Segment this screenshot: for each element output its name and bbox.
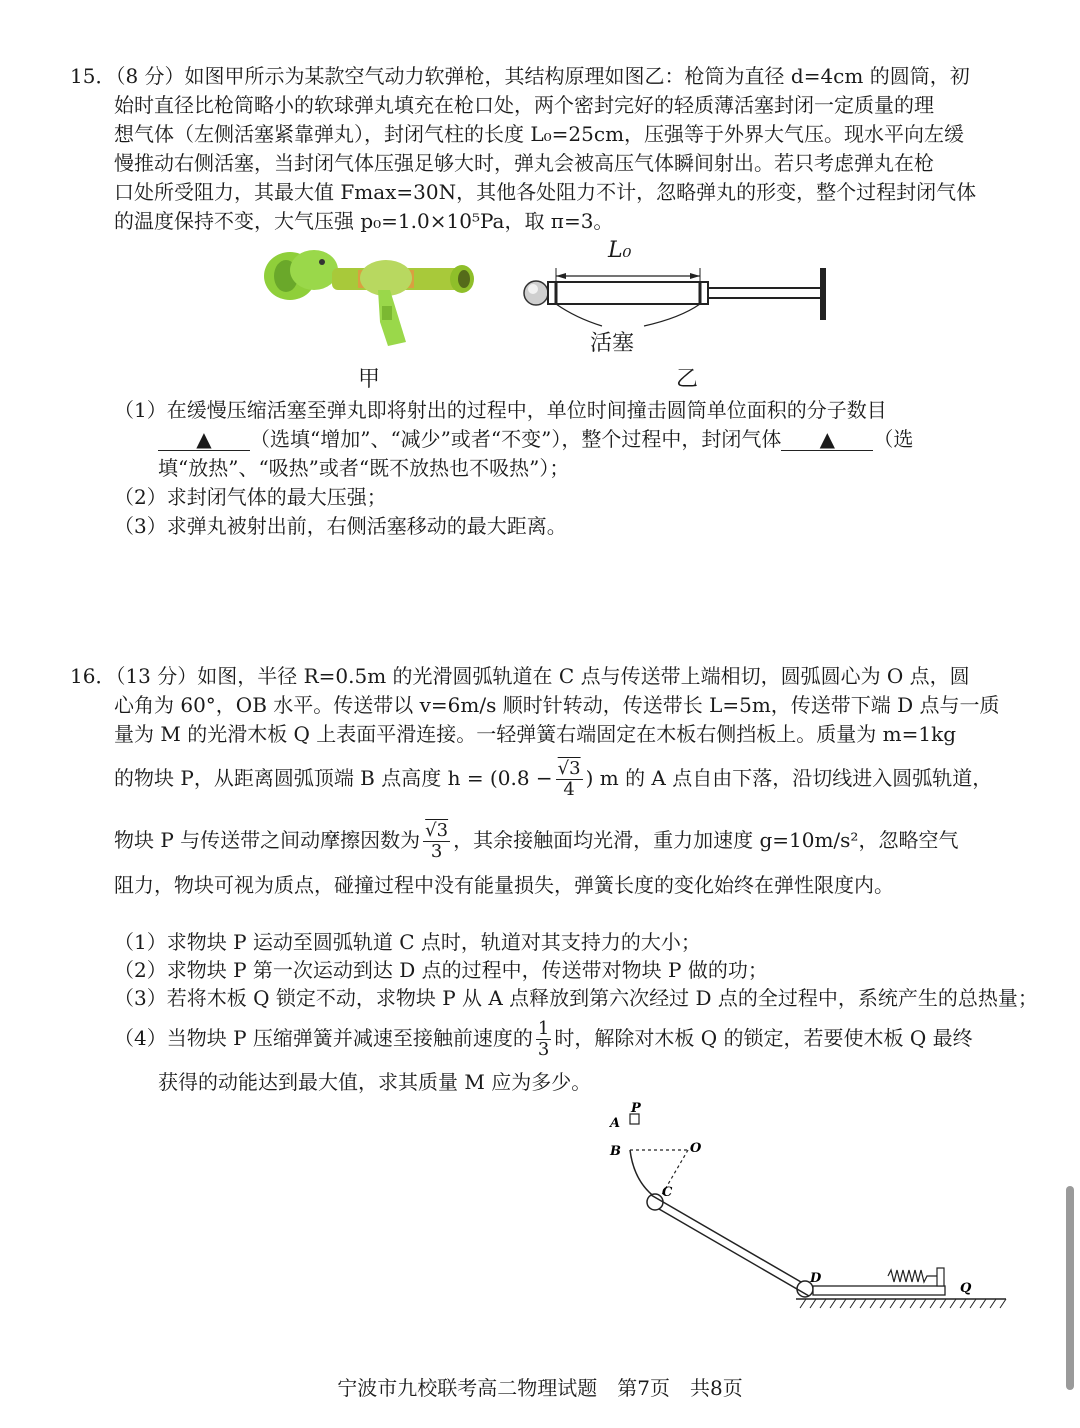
track-conveyor-figure xyxy=(600,1100,1020,1315)
q15-sub1-line-3: 填“放热”、“吸热”或者“既不放热也不吸热”）； xyxy=(158,456,570,480)
page-footer: 宁波市九校联考高二物理试题 第7页 共8页 xyxy=(337,1376,743,1400)
q16-sub4-line-1 xyxy=(114,1016,1014,1060)
q15-line-1: 15．（8 分）如图甲所示为某款空气动力软弹枪，其结构原理如图乙：枪筒为直径 d=4cm 的圆筒，初 xyxy=(70,64,970,88)
q16-line-5-a: 物块 P 与传送带之间动摩擦因数为 xyxy=(114,828,421,852)
q16-line-6: 阻力，物块可视为质点，碰撞过程中没有能量损失，弹簧长度的变化始终在弹性限度内。 xyxy=(114,873,894,897)
label-D: D xyxy=(810,1271,822,1286)
label-O: O xyxy=(690,1141,702,1156)
L0-label: L₀ xyxy=(608,238,632,263)
q15-line-4: 慢推动右侧活塞，当封闭气体压强足够大时，弹丸会被高压气体瞬间射出。若只考虑弹丸在枪 xyxy=(114,151,934,175)
q15-sub1-line-1: （1）在缓慢压缩活塞至弹丸即将射出的过程中，单位时间撞击圆筒单位面积的分子数目 xyxy=(114,398,887,422)
frac1-numerator: √3 xyxy=(557,758,581,779)
q16-line-2: 心角为 60°，OB 水平。传送带以 v=6m/s 顺时针转动，传送带长 L=5m，传送带下端 D 点与一质 xyxy=(114,693,1000,717)
toy-gun-figure xyxy=(258,246,488,356)
piston-label: 活塞 xyxy=(590,331,635,356)
scrollbar-thumb[interactable] xyxy=(1066,1186,1074,1390)
q15-sub1-line-2 xyxy=(158,425,1058,454)
frac3-denominator: 3 xyxy=(537,1039,550,1060)
fraction-1-over-3 xyxy=(536,1019,551,1060)
fraction-sqrt3-over-4 xyxy=(556,759,583,800)
q15-sub1-text-c: （选 xyxy=(873,427,914,451)
label-A: A xyxy=(610,1116,621,1131)
frac1-denominator: 4 xyxy=(563,779,575,800)
q16-line-5 xyxy=(114,818,1014,862)
q16-line-5-b: ，其余接触面均光滑，重力加速度 g=10m/s²，忽略空气 xyxy=(453,828,959,852)
answer-blank-2[interactable]: ▲ xyxy=(781,428,873,451)
q15-sub1-text-b: （选填“增加”、“减少”或者“不变”），整个过程中，封闭气体 xyxy=(250,427,782,451)
q15-sub3: （3）求弹丸被射出前，右侧活塞移动的最大距离。 xyxy=(114,514,567,538)
q15-line-5: 口处所受阻力，其最大值 Fmax=30N，其他各处阻力不计，忽略弹丸的形变，整个过程封闭气体 xyxy=(114,180,977,204)
q16-sub1: （1）求物块 P 运动至圆弧轨道 C 点时，轨道对其支持力的大小； xyxy=(114,930,701,954)
q15-sub2: （2）求封闭气体的最大压强； xyxy=(114,485,387,509)
q15-line-6: 的温度保持不变，大气压强 p₀=1.0×10⁵Pa，取 π=3。 xyxy=(114,209,614,233)
q16-sub4-b: 时，解除对木板 Q 的锁定，若要使木板 Q 最终 xyxy=(554,1026,973,1050)
gun-schematic-figure xyxy=(516,238,836,368)
q15-line-3: 想气体（左侧活塞紧靠弹丸），封闭气柱的长度 L₀=25cm，压强等于外界大气压。现水平向左缓 xyxy=(114,122,965,146)
q16-line-3: 量为 M 的光滑木板 Q 上表面平滑连接。一轻弹簧右端固定在木板右侧挡板上。质量为 m=1kg xyxy=(114,722,957,746)
label-C: C xyxy=(662,1185,673,1200)
frac2-numerator: √3 xyxy=(425,820,449,841)
q16-line-4-a: 的物块 P，从距离圆弧顶端 B 点高度 h = (0.8 − xyxy=(114,766,553,790)
q16-sub2: （2）求物块 P 第一次运动到达 D 点的过程中，传送带对物块 P 做的功； xyxy=(114,958,768,982)
figure-yi-label: 乙 xyxy=(676,367,699,392)
label-Q: Q xyxy=(960,1281,972,1296)
q16-sub3: （3）若将木板 Q 锁定不动，求物块 P 从 A 点释放到第六次经过 D 点的全过程中，系统产生的总热量； xyxy=(114,986,1038,1010)
label-P: P xyxy=(631,1101,641,1116)
q15-line-2: 始时直径比枪筒略小的软球弹丸填充在枪口处，两个密封完好的轻质薄活塞封闭一定质量的理 xyxy=(114,93,934,117)
q16-line-4-b: ) m 的 A 点自由下落，沿切线进入圆弧轨道， xyxy=(585,766,993,790)
answer-blank-1[interactable]: ▲ xyxy=(158,428,250,451)
q16-sub4-line-2: 获得的动能达到最大值，求其质量 M 应为多少。 xyxy=(158,1070,592,1094)
fraction-sqrt3-over-3 xyxy=(423,821,450,862)
frac3-numerator: 1 xyxy=(537,1018,550,1039)
figure-jia-label: 甲 xyxy=(358,367,381,392)
frac2-denominator: 3 xyxy=(430,841,443,862)
q16-line-4 xyxy=(114,756,1014,800)
label-B: B xyxy=(610,1144,621,1159)
q16-sub4-a: （4）当物块 P 压缩弹簧并减速至接触前速度的 xyxy=(114,1026,533,1050)
q16-line-1: 16．（13 分）如图，半径 R=0.5m 的光滑圆弧轨道在 C 点与传送带上端相切，圆弧圆心为 O 点，圆 xyxy=(70,664,970,688)
